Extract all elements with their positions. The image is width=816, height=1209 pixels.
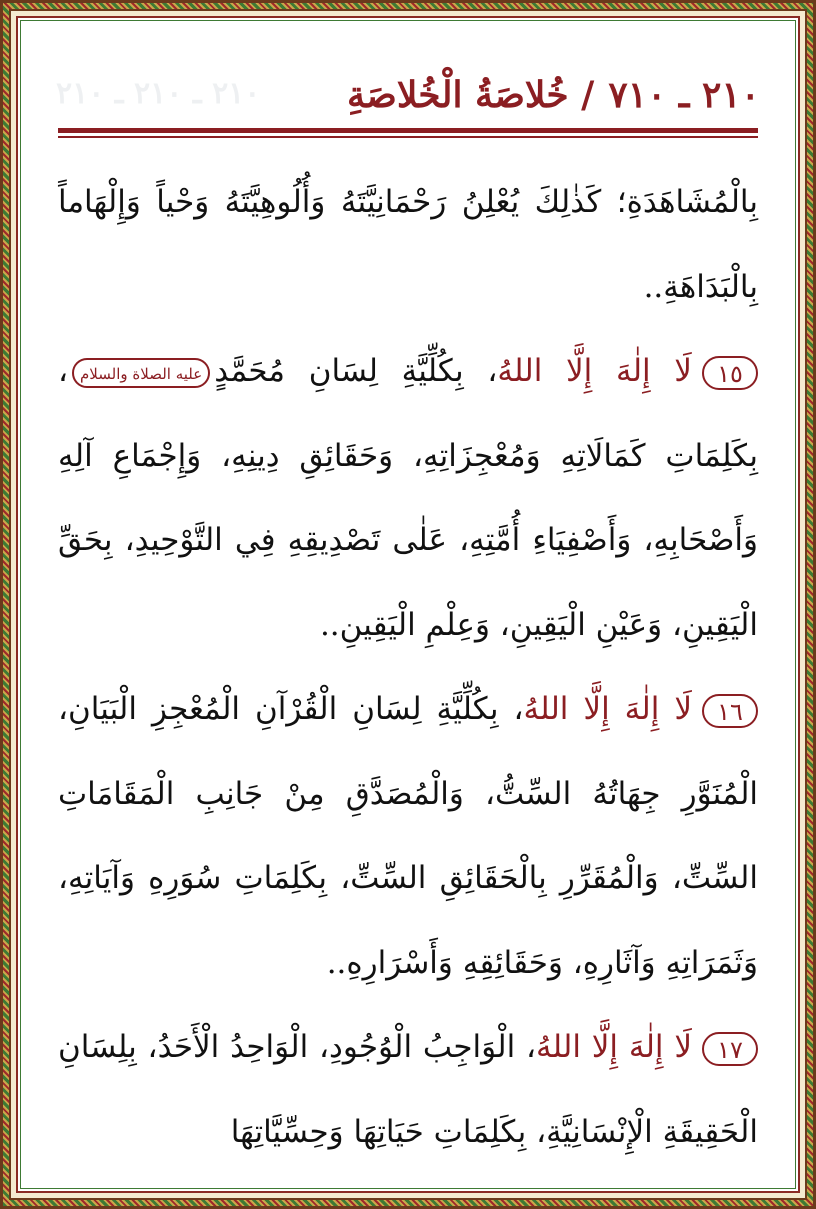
paragraph-17 [58, 1005, 758, 1174]
paragraph-number-badge: ١٦ [702, 694, 758, 728]
page-number: ٢١٠ ـ ٧ [608, 74, 760, 116]
paragraph-16 [58, 667, 758, 1005]
running-header [347, 74, 760, 116]
paragraph-15 [58, 329, 758, 667]
paragraph-text: ، الْوَاجِبُ الْوُجُودِ، الْوَاحِدُ الْأَحَدُ، بِلِسَانِ الْحَقِيقَةِ الْإِنْسَانِيَّةِ، بِكَلِمَاتِ حَيَاتِهَا وَحِسِّيَّاتِهَا [58, 1029, 758, 1150]
paragraph-text: ، بِكُلِّيَّةِ لِسَانِ مُحَمَّدٍ [214, 353, 498, 389]
salawat-seal: عليه الصلاة والسلام [72, 358, 210, 388]
paragraph-number-badge: ١٧ [702, 1032, 758, 1066]
paragraph-number-badge: ١٥ [702, 356, 758, 390]
header-divider-thin [58, 136, 758, 138]
page-header [56, 62, 760, 128]
tahlil-phrase: لَا إِلٰهَ إِلَّا اللهُ [523, 691, 693, 727]
tahlil-phrase: لَا إِلٰهَ إِلَّا اللهُ [497, 353, 692, 389]
paragraph-text: ، بِكَلِمَاتِ كَمَالَاتِهِ وَمُعْجِزَاتِهِ، وَحَقَائِقِ دِينِهِ، وَإِجْمَاعِ آلِهِ وَأَصْحَابِهِ، وَأَصْفِيَاءِ أُمَّتِهِ، عَلٰى تَصْدِيقِهِ فِي التَّوْحِيدِ، بِحَقِّ الْيَقِينِ، وَعَيْنِ الْيَقِينِ، وَعِلْمِ الْيَقِينِ.. [58, 353, 758, 643]
page-content [58, 160, 758, 1174]
paragraph-text: ، بِكُلِّيَّةِ لِسَانِ الْقُرْآنِ الْمُعْجِزِ الْبَيَانِ، الْمُنَوَّرِ جِهَاتُهُ السِّتُّ، وَالْمُصَدَّقِ مِنْ جَانِبِ الْمَقَامَاتِ السِّتِّ، وَالْمُقَرِّرِ بِالْحَقَائِقِ السِّتِّ، بِكَلِمَاتِ سُوَرِهِ وَآيَاتِهِ، وَثَمَرَاتِهِ وَآثَارِهِ، وَحَقَائِقِهِ وَأَسْرَارِهِ.. [58, 691, 758, 981]
header-divider [58, 128, 758, 133]
header-watermark: ٢١٠ ـ ٢١٠ ـ ٢١٠ [56, 76, 261, 111]
header-title: ١٠/ خُلاصَةُ الْخُلاصَةِ [346, 74, 667, 116]
paragraph-1: بِالْمُشَاهَدَةِ؛ كَذٰلِكَ يُعْلِنُ رَحْمَانِيَّتَهُ وَأُلُوهِيَّتَهُ وَحْياً وَإِلْهَاماً بِالْبَدَاهَةِ.. [58, 184, 758, 305]
tahlil-phrase: لَا إِلٰهَ إِلَّا اللهُ [536, 1029, 693, 1065]
